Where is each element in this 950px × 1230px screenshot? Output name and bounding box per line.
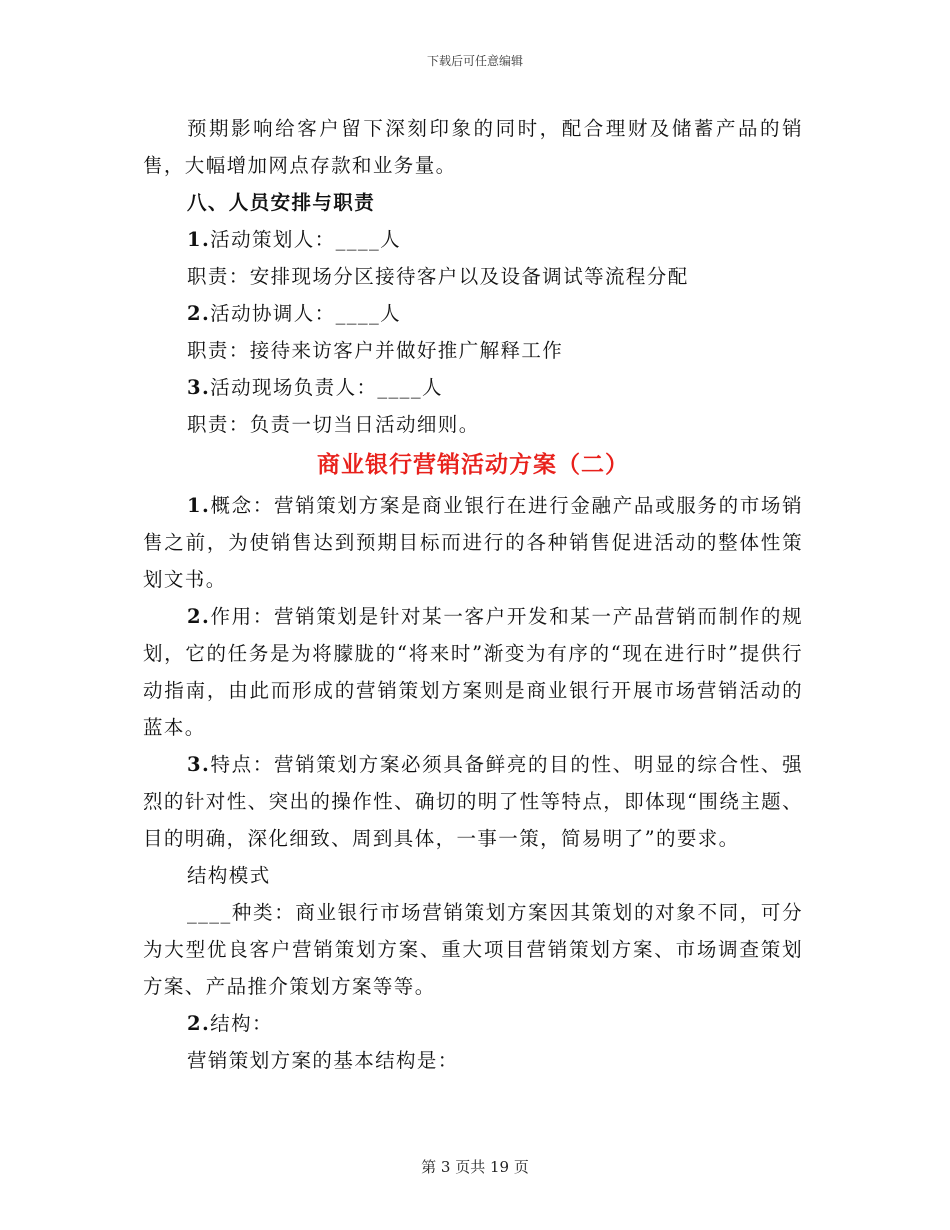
- role-onsite-lead-duty: 职责：负责一切当日活动细则。: [187, 413, 480, 436]
- paragraph-function-text: 作用：营销策划是针对某一客户开发和某一产品营销而制作的规划，它的任务是为将朦胧的“将来时”渐变为有序的“现在进行时”提供行动指南，由此而形成的营销策划方案则是商业银行开展市场营销活动的蓝本。: [143, 605, 803, 739]
- role-planner-duty: 职责：安排现场分区接待客户以及设备调试等流程分配: [187, 265, 689, 288]
- page-header: 下载后可任意编辑: [426, 54, 523, 68]
- role-onsite-lead: [143, 369, 803, 406]
- role-planner-text: 活动策划人：____人: [210, 228, 402, 251]
- structure-item: [143, 1005, 803, 1042]
- structure-mode-label: 结构模式: [187, 864, 271, 887]
- list-number: 3.: [187, 376, 211, 399]
- structure-item-text: 结构：: [210, 1012, 273, 1035]
- paragraph-expected-impact: 预期影响给客户留下深刻印象的同时，配合理财及储蓄产品的销售，大幅增加网点存款和业务量。: [143, 117, 803, 177]
- basic-structure-line: 营销策划方案的基本结构是：: [187, 1049, 459, 1072]
- paragraph-concept: [143, 487, 803, 598]
- paragraph-function: [143, 598, 803, 746]
- list-number: 1.: [187, 494, 211, 517]
- paragraph-types: ____种类：商业银行市场营销策划方案因其策划的对象不同，可分为大型优良客户营销策划方案、重大项目营销策划方案、市场调查策划方案、产品推介策划方案等等。: [143, 901, 803, 998]
- paragraph-concept-text: 概念：营销策划方案是商业银行在进行金融产品或服务的市场销售之前，为使销售达到预期目标而进行的各种销售促进活动的整体性策划文书。: [143, 494, 803, 591]
- paragraph-features-text: 特点：营销策划方案必须具备鲜亮的目的性、明显的综合性、强烈的针对性、突出的操作性、确切的明了性等特点，即体现“围绕主题、目的明确，深化细致、周到具体，一事一策，简易明了”的要求。: [143, 753, 803, 850]
- section-title: 商业银行营销活动方案（二）: [317, 451, 629, 478]
- list-number: 3.: [187, 753, 211, 776]
- role-coordinator-text: 活动协调人：____人: [210, 302, 402, 325]
- role-onsite-lead-text: 活动现场负责人：____人: [210, 376, 443, 399]
- section-heading-personnel: 八、人员安排与职责: [187, 191, 376, 214]
- list-number: 2.: [187, 605, 211, 628]
- role-coordinator: [143, 295, 803, 332]
- paragraph-features: [143, 746, 803, 857]
- role-planner: [143, 221, 803, 258]
- role-coordinator-duty: 职责：接待来访客户并做好推广解释工作: [187, 339, 564, 362]
- list-number: 2.: [187, 1012, 211, 1035]
- list-number: 1.: [187, 228, 211, 251]
- page-footer: 第 3 页共 19 页: [421, 1158, 529, 1176]
- document-body: [143, 110, 803, 1079]
- list-number: 2.: [187, 302, 211, 325]
